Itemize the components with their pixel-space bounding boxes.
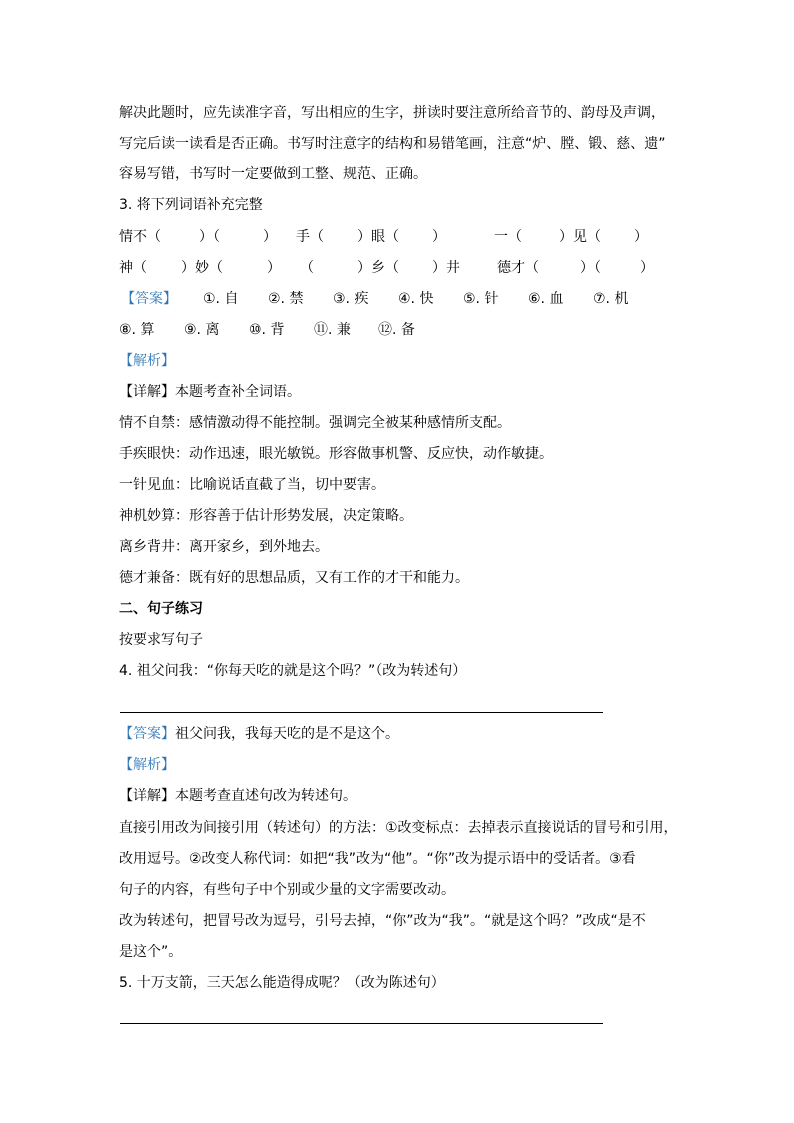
analysis-label: 【解析】 [119,353,175,369]
blank-segment: 神（ [119,260,147,276]
answer-item: ②. 禁 [268,291,304,307]
blank-segment: ）眼（ [357,229,399,245]
answer-item: ⑤. 针 [463,291,499,307]
explanation-line: 神机妙算：形容善于估计形势发展，决定策略。 [119,508,413,524]
section-instruction: 按要求写句子 [119,632,203,648]
intro-line-3: 容易写错，书写时一定要做到工整、规范、正确。 [119,166,427,182]
answer-item: ①. 自 [203,291,239,307]
blank-segment: ） [432,229,446,245]
blank-segment: ）井 [432,260,460,276]
q3-answers-row-1 [119,289,689,309]
answer-item: ⑨. 离 [184,322,220,338]
blank-segment: ） [634,229,648,245]
q4-answer [119,724,399,744]
blank-segment: 德才（ [497,260,539,276]
intro-line-1: 解决此题时，应先读准字音，写出相应的生字，拼读时要注意所给音节的、韵母及声调， [119,105,665,121]
question-4-title: 4. 祖父问我：“你每天吃的就是这个吗？”（改为转述句） [119,663,467,679]
question-3-title: 3. 将下列词语补充完整 [119,197,263,213]
answer-item: ⑥. 血 [528,291,564,307]
blank-segment: 手（ [296,229,324,245]
q3-answers-row-2 [119,320,689,340]
answer-item: ⑩. 背 [249,322,285,338]
answer-label: 【答案】 [121,291,177,307]
blank-segment: ） [640,260,654,276]
answer-item: ⑧. 算 [119,322,155,338]
section-heading: 二、句子练习 [119,601,203,617]
blank-segment: ）见（ [559,229,601,245]
fill-blank-row-2 [119,258,679,278]
blank-segment: ）（ [580,260,601,276]
explanation-line: 情不自禁：感情激动得不能控制。强调完全被某种感情所支配。 [119,415,511,431]
question-5-title: 5. 十万支箭，三天怎么能造得成呢？（改为陈述句） [119,975,445,991]
blank-segment: （ [300,260,314,276]
explanation-line: 改为转述句，把冒号改为逗号，引号去掉，“你”改为“我”。“就是这个吗？”改成“是不 [119,913,646,929]
blank-segment: ）乡（ [357,260,399,276]
answer-item: ③. 疾 [333,291,369,307]
fill-blank-row-1 [119,227,679,247]
explanation-line: 改用逗号。②改变人称代词：如把“我”改为“他”。“你”改为提示语中的受话者。③看 [119,851,636,867]
explanation-line: 德才兼备：既有好的思想品质，又有工作的才干和能力。 [119,570,469,586]
answer-item: ④. 快 [398,291,434,307]
answer-item: ⑫. 备 [378,322,415,338]
explanation-line: 直接引用改为间接引用（转述句）的方法：①改变标点：去掉表示直接说话的冒号和引用， [119,820,678,836]
blank-segment: ） [263,229,277,245]
explanation-line: 一针见血：比喻说话直截了当，切中要害。 [119,477,385,493]
answer-blank-line[interactable] [120,1023,603,1024]
detail-line: 【详解】本题考查补全词语。 [119,384,301,400]
detail-line: 【详解】本题考查直述句改为转述句。 [119,788,357,804]
blank-segment: 一（ [494,229,522,245]
analysis-label: 【解析】 [119,757,175,773]
blank-segment: 情不（ [119,229,161,245]
blank-segment: ）（ [199,229,220,245]
explanation-line: 是这个”。 [119,944,183,960]
answer-blank-line[interactable] [120,712,603,713]
answer-text: 祖父问我，我每天吃的是不是这个。 [175,726,399,742]
answer-item: ⑪. 兼 [314,322,351,338]
intro-line-2: 写完后读一读看是否正确。书写时注意字的结构和易错笔画，注意“炉、膛、锻、慈、遗” [119,136,666,152]
explanation-line: 句子的内容，有些句子中个别或少量的文字需要改动。 [119,882,455,898]
blank-segment: ）妙（ [181,260,223,276]
explanation-line: 离乡背井：离开家乡，到外地去。 [119,539,329,555]
answer-label: 【答案】 [119,726,175,742]
explanation-line: 手疾眼快：动作迅速，眼光敏锐。形容做事机警、反应快，动作敏捷。 [119,446,553,462]
answer-item: ⑦. 机 [593,291,629,307]
blank-segment: ） [267,260,281,276]
